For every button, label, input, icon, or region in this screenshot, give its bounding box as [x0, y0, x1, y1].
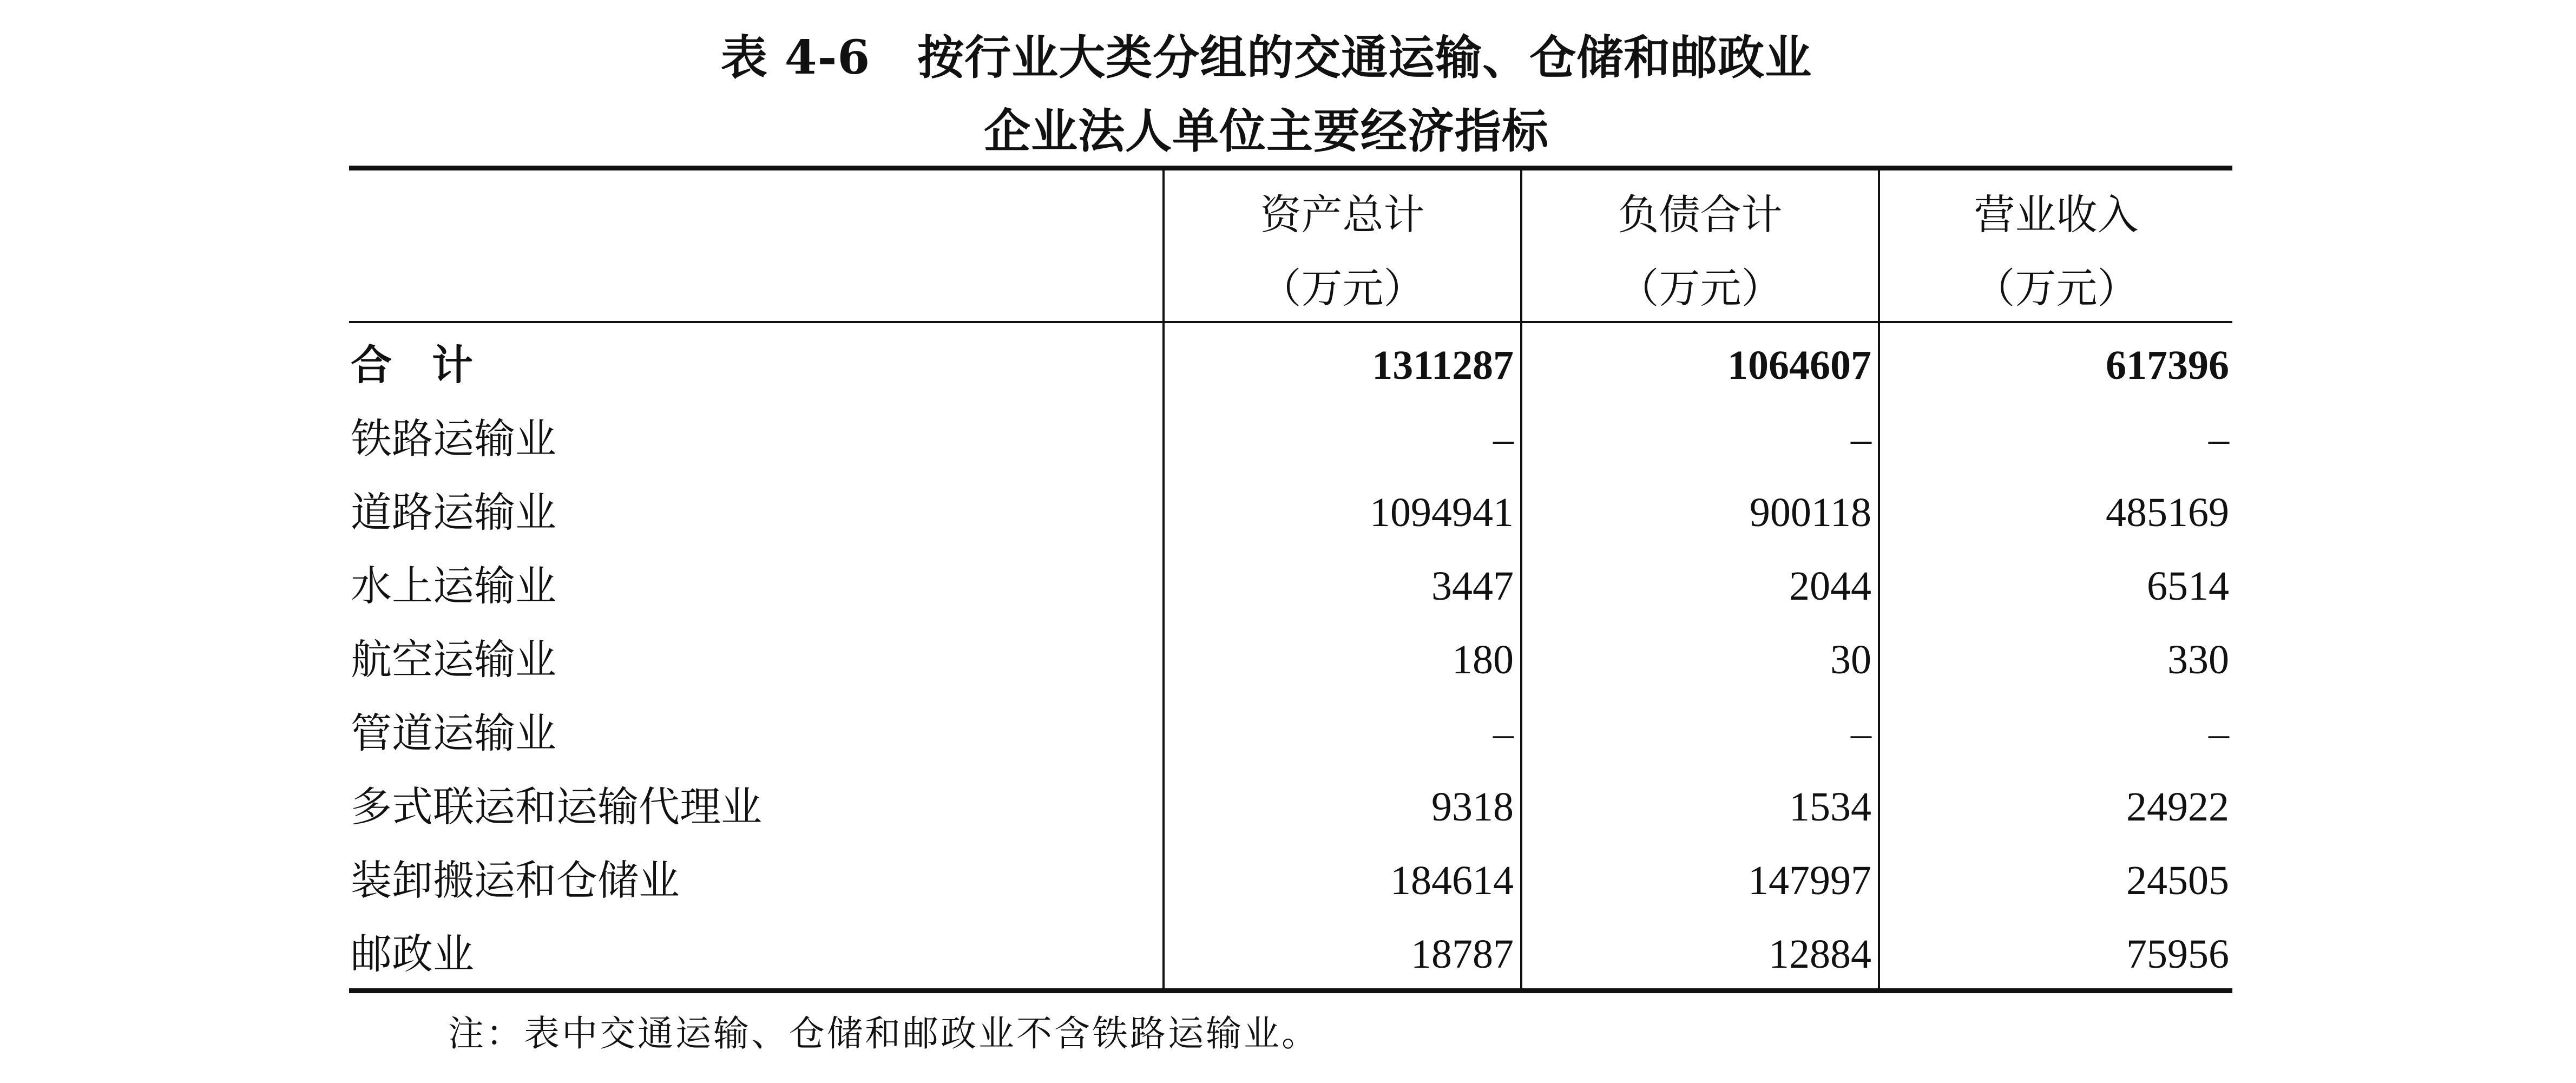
row-label-postal: 邮政业 [351, 930, 474, 978]
header-assets: 资产总计 [1260, 191, 1425, 239]
table-title-line-2: 企业法人单位主要经济指标 [984, 104, 1549, 159]
row-label-pipeline: 管道运输业 [351, 709, 556, 757]
cell-railway-liabilities: – [1851, 416, 1871, 462]
cell-water-assets: 3447 [1431, 563, 1514, 609]
cell-water-revenue: 6514 [2147, 563, 2229, 609]
cell-water-liabilities: 2044 [1789, 563, 1871, 609]
header-liabilities: 负债合计 [1618, 191, 1783, 239]
cell-air-revenue: 330 [2167, 637, 2229, 682]
cell-railway-revenue: – [2209, 416, 2229, 462]
cell-total-assets: 1311287 [1372, 343, 1514, 388]
cell-postal-liabilities: 12884 [1769, 931, 1871, 977]
cell-multimodal-revenue: 24922 [2126, 784, 2229, 830]
row-label-loading-storage: 装卸搬运和仓储业 [351, 856, 680, 904]
cell-pipeline-assets: – [1493, 711, 1514, 756]
cell-total-liabilities: 1064607 [1727, 343, 1871, 388]
table-footnote: 注：表中交通运输、仓储和邮政业不含铁路运输业。 [448, 1013, 1319, 1054]
header-assets-unit: （万元） [1260, 264, 1425, 312]
cell-multimodal-liabilities: 1534 [1789, 784, 1871, 830]
header-revenue: 营业收入 [1974, 191, 2139, 239]
row-label-road: 道路运输业 [351, 488, 556, 536]
cell-loading-storage-assets: 184614 [1390, 858, 1514, 903]
row-label-water: 水上运输业 [351, 562, 556, 610]
table-title-line-1: 表 4-6 按行业大类分组的交通运输、仓储和邮政业 [720, 30, 1812, 85]
row-label-multimodal: 多式联运和运输代理业 [351, 783, 762, 831]
cell-postal-assets: 18787 [1411, 931, 1514, 977]
cell-pipeline-liabilities: – [1851, 711, 1871, 756]
row-label-total: 合计 [351, 341, 513, 389]
cell-road-liabilities: 900118 [1749, 490, 1871, 535]
header-liabilities-unit: （万元） [1618, 264, 1783, 312]
cell-total-revenue: 617396 [2106, 343, 2229, 388]
cell-air-assets: 180 [1452, 637, 1514, 682]
header-rule [349, 321, 2232, 323]
cell-air-liabilities: 30 [1830, 637, 1871, 682]
cell-railway-assets: – [1493, 416, 1514, 462]
cell-loading-storage-revenue: 24505 [2126, 858, 2229, 903]
cell-pipeline-revenue: – [2209, 711, 2229, 756]
cell-loading-storage-liabilities: 147997 [1748, 858, 1871, 903]
cell-multimodal-assets: 9318 [1431, 784, 1514, 830]
bottom-rule [349, 988, 2232, 993]
top-rule [349, 166, 2232, 170]
cell-road-revenue: 485169 [2106, 490, 2229, 535]
cell-postal-revenue: 75956 [2126, 931, 2229, 977]
cell-road-assets: 1094941 [1370, 490, 1514, 535]
row-label-railway: 铁路运输业 [351, 415, 556, 463]
row-label-air: 航空运输业 [351, 635, 556, 684]
header-revenue-unit: （万元） [1974, 264, 2139, 312]
